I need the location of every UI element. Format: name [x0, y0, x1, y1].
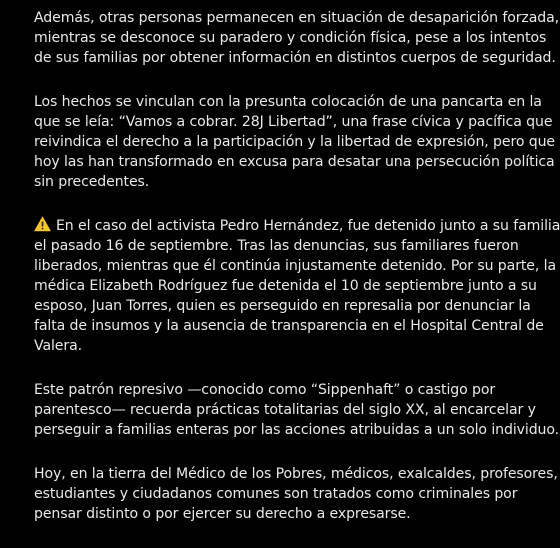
paragraph-line: falta de insumos y la ausencia de transparencia en el Hospital Central de [34, 318, 544, 334]
paragraph-line: mientras se desconoce su paradero y condición física, pese a los intentos [34, 30, 547, 46]
paragraph-2 [34, 92, 560, 192]
paragraph-line: sin precedentes. [34, 174, 150, 190]
paragraph-3 [34, 216, 560, 356]
paragraph-line: parentesco— recuerda prácticas totalitarias del siglo XX, al encarcelar y [34, 402, 536, 418]
paragraph-line: estudiantes y ciudadanos comunes son tratados como criminales por [34, 486, 518, 502]
post-body [34, 8, 560, 548]
paragraph-line: reivindica el derecho a la participación y la libertad de expresión, pero que [34, 134, 556, 150]
paragraph-line: hoy las han transformado en excusa para desatar una persecución política [34, 154, 555, 170]
paragraph-line-with-icon [34, 216, 560, 236]
paragraph-line: Valera. [34, 338, 82, 354]
paragraph-line: perseguir a familias enteras por las acciones atribuidas a un solo individuo. [34, 422, 560, 438]
paragraph-line: el pasado 16 de septiembre. Tras las denuncias, sus familiares fueron [34, 238, 519, 254]
paragraph-line: que se leía: “Vamos a cobrar. 28J Libertad”, una frase cívica y pacífica que [34, 114, 553, 130]
warning-icon [34, 216, 51, 232]
paragraph-line: médica Elizabeth Rodríguez fue detenida el 10 de septiembre junto a su [34, 278, 537, 294]
paragraph-line: Este patrón represivo —conocido como “Sippenhaft” o castigo por [34, 382, 496, 398]
paragraph-5 [34, 464, 560, 524]
paragraph-line: Además, otras personas permanecen en situación de desaparición forzada, [34, 10, 560, 26]
paragraph-4 [34, 380, 560, 440]
paragraph-line: Los hechos se vinculan con la presunta colocación de una pancarta en la [34, 94, 542, 110]
paragraph-1 [34, 8, 560, 68]
paragraph-line: pensar distinto o por ejercer su derecho a expresarse. [34, 506, 411, 522]
paragraph-line: Hoy, en la tierra del Médico de los Pobres, médicos, exalcaldes, profesores, [34, 466, 558, 482]
paragraph-line: esposo, Juan Torres, quien es perseguido en represalia por denunciar la [34, 298, 531, 314]
paragraph-line: de sus familias por obtener información en distintos cuerpos de seguridad. [34, 50, 556, 66]
paragraph-line-text: En el caso del activista Pedro Hernández, fue detenido junto a su familia [56, 218, 560, 234]
paragraph-line: liberados, mientras que él continúa injustamente detenido. Por su parte, la [34, 258, 556, 274]
